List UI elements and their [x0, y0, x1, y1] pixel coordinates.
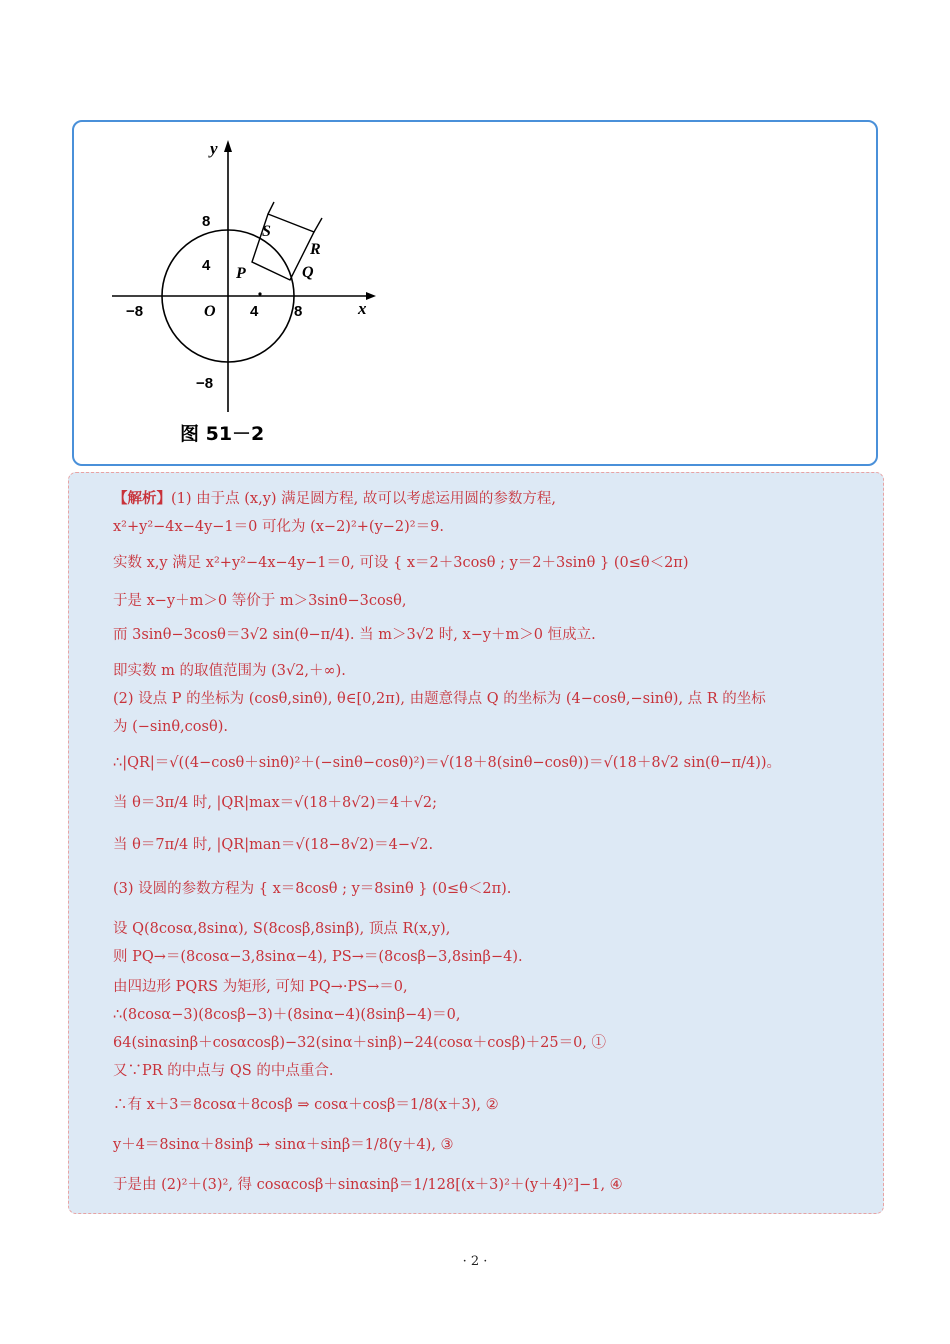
point-s-label: S: [262, 223, 271, 240]
solution-line: ∴(8cosα−3)(8cosβ−3)＋(8sinα−4)(8sinβ−4)＝0,: [113, 1007, 461, 1023]
point-r-label: R: [310, 241, 321, 258]
solution-line: 设 Q(8cosα,8sinα), S(8cosβ,8sinβ), 顶点 R(x,y),: [113, 921, 451, 937]
solution-line: 又∵PR 的中点与 QS 的中点重合.: [113, 1063, 334, 1079]
coordinate-figure: [74, 122, 880, 468]
solution-line: ∴有 x＋3＝8cosα＋8cosβ ⇒ cosα＋cosβ＝1/8(x＋3), ②: [113, 1097, 499, 1113]
solution-line: 为 (−sinθ,cosθ).: [113, 719, 228, 735]
solution-line: 当 θ＝7π/4 时, |QR|man＝√(18−8√2)＝4−√2.: [113, 837, 434, 853]
solution-line: 当 θ＝3π/4 时, |QR|max＝√(18＋8√2)＝4＋√2;: [113, 795, 437, 811]
tick-y8: 8: [202, 213, 211, 230]
solution-line: 于是 x−y＋m＞0 等价于 m＞3sinθ−3cosθ,: [113, 593, 407, 609]
solution-line: 即实数 m 的取值范围为 (3√2,＋∞).: [113, 663, 346, 679]
page-number: · 2 ·: [462, 1254, 488, 1269]
tick-x-neg8: −8: [126, 303, 144, 320]
point-dot: [258, 292, 261, 295]
solution-line: 则 PQ→＝(8cosα−3,8sinα−4), PS→＝(8cosβ−3,8sinβ−4).: [113, 949, 523, 965]
solution-tag: 【解析】: [113, 490, 171, 507]
figure-caption: 图 51－2: [180, 423, 265, 445]
origin-label: O: [204, 303, 216, 320]
x-axis-label: x: [358, 299, 367, 318]
solution-line: y＋4＝8sinα＋8sinβ → sinα＋sinβ＝1/8(y＋4), ③: [113, 1137, 454, 1153]
y-axis-arrow-icon: [224, 140, 232, 152]
y-axis-label: y: [210, 139, 218, 158]
solution-line: x²+y²−4x−4y−1＝0 可化为 (x−2)²+(y−2)²＝9.: [113, 519, 444, 535]
segment-r: [314, 218, 322, 232]
figure-box: [72, 120, 878, 466]
solution-text: (1) 由于点 (x,y) 满足圆方程, 故可以考虑运用圆的参数方程,: [171, 491, 556, 507]
solution-box: [68, 472, 884, 1214]
x-axis-arrow-icon: [366, 292, 376, 300]
solution-line: ∴|QR|＝√((4−cosθ＋sinθ)²＋(−sinθ−cosθ)²)＝√(18＋8(sinθ−cosθ))＝√(18＋8√2 sin(θ−π/4))。: [113, 755, 782, 771]
point-q-label: Q: [302, 264, 314, 281]
tick-y4: 4: [202, 257, 211, 274]
solution-line: (3) 设圆的参数方程为 { x＝8cosθ ; y＝8sinθ } (0≤θ＜2π).: [113, 881, 512, 897]
solution-line: 于是由 (2)²＋(3)², 得 cosαcosβ＋sinαsinβ＝1/128[(x＋3)²＋(y＋4)²]−1, ④: [113, 1177, 623, 1193]
solution-line: 而 3sinθ−3cosθ＝3√2 sin(θ−π/4). 当 m＞3√2 时, x−y＋m＞0 恒成立.: [113, 627, 596, 643]
solution-line: [113, 487, 556, 508]
segment-s: [268, 202, 274, 214]
solution-line: 由四边形 PQRS 为矩形, 可知 PQ→·PS→＝0,: [113, 979, 408, 995]
tick-x8: 8: [294, 303, 303, 320]
point-p-label: P: [236, 265, 246, 282]
solution-line: 64(sinαsinβ＋cosαcosβ)−32(sinα＋sinβ)−24(cosα＋cosβ)＋25＝0, ①: [113, 1035, 607, 1051]
solution-line: 实数 x,y 满足 x²+y²−4x−4y−1＝0, 可设 { x＝2＋3cosθ ; y＝2＋3sinθ } (0≤θ＜2π): [113, 555, 689, 571]
tick-x4: 4: [250, 303, 259, 320]
solution-line: (2) 设点 P 的坐标为 (cosθ,sinθ), θ∈[0,2π), 由题意得点 Q 的坐标为 (4−cosθ,−sinθ), 点 R 的坐标: [113, 691, 766, 707]
tick-y-neg8: −8: [196, 375, 214, 392]
